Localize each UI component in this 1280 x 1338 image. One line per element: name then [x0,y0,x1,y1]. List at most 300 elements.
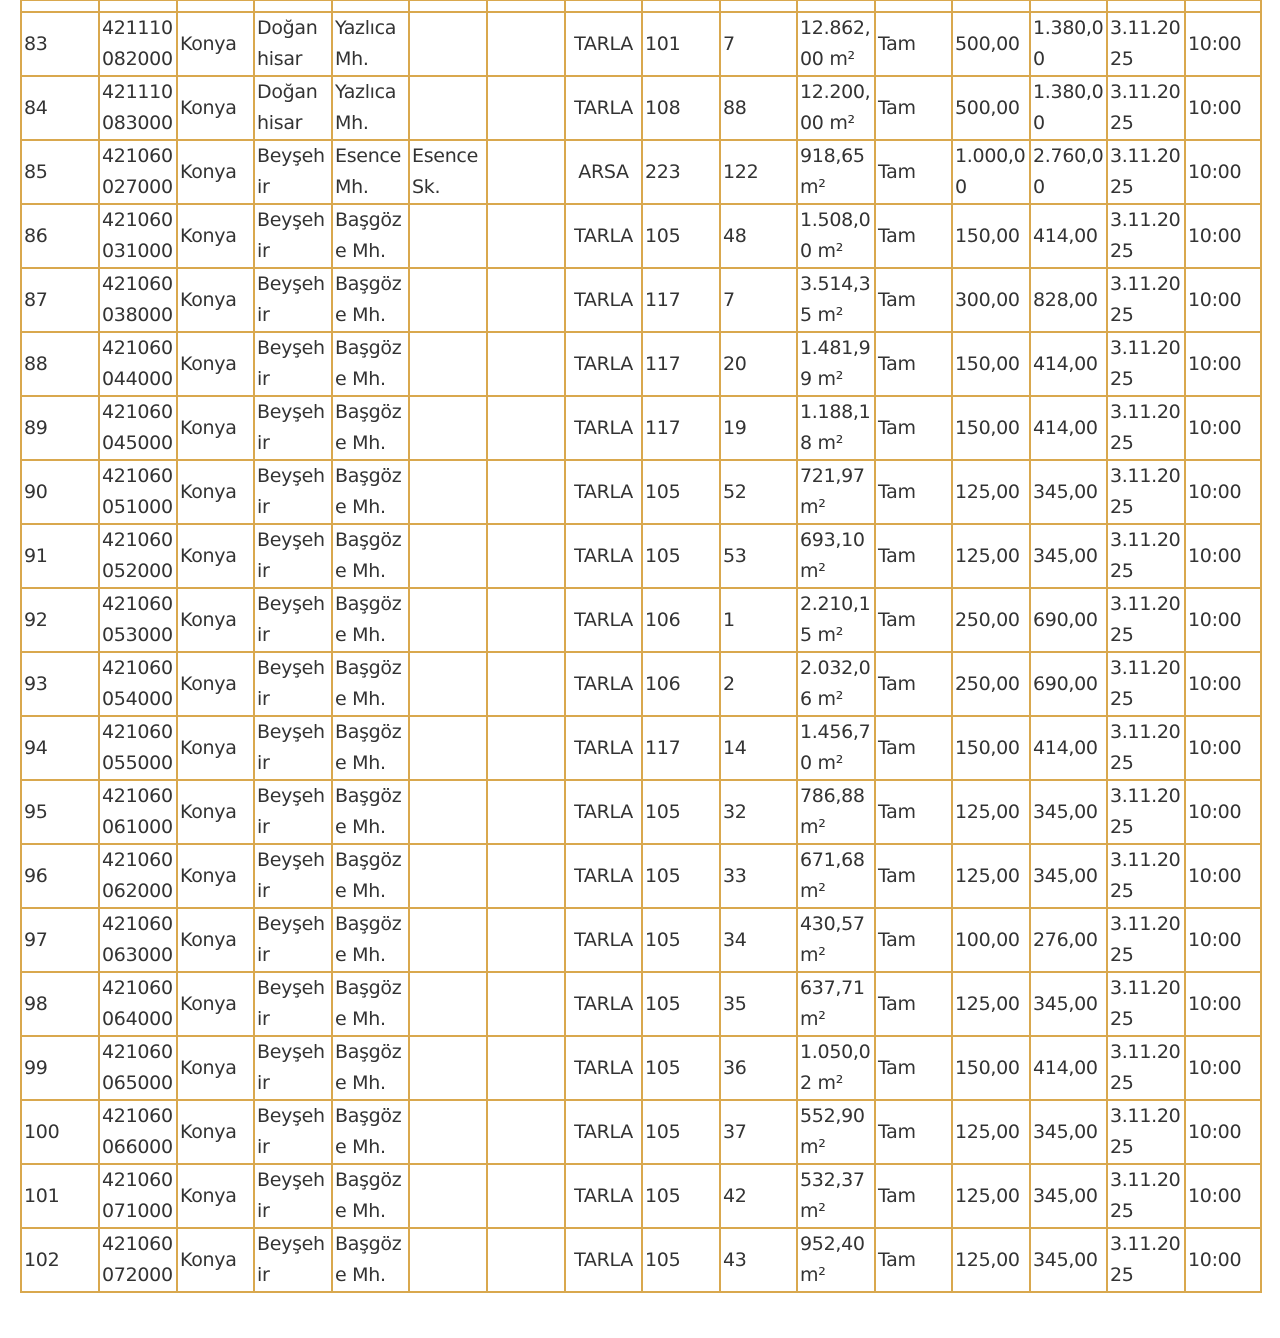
auction-time-cell: 10:00 [1185,1164,1261,1228]
neighborhood-cell: Başgöze Mh. [332,268,409,332]
row-number-cell: 86 [21,204,99,268]
neighborhood-cell: Başgöze Mh. [332,780,409,844]
auction-time-cell: 10:00 [1185,204,1261,268]
auction-date-cell: 3.11.2025 [1107,524,1185,588]
auction-date-cell: 3.11.2025 [1107,844,1185,908]
area-cell: 532,37 m² [797,1164,875,1228]
property-type-cell: TARLA [565,716,642,780]
deposit-cell: 125,00 [952,524,1030,588]
parcel-number-cell: 7 [720,268,797,332]
table-cell [720,0,797,12]
share-cell: Tam [875,76,952,140]
parcel-number-cell: 43 [720,1228,797,1292]
share-cell: Tam [875,1036,952,1100]
table-row [21,844,1261,908]
deposit-cell: 150,00 [952,204,1030,268]
deposit-cell: 500,00 [952,76,1030,140]
price-cell: 828,00 [1030,268,1107,332]
auction-time-cell: 10:00 [1185,524,1261,588]
street-cell [409,780,487,844]
district-cell: Beyşehir [254,460,332,524]
parcel-number-cell: 42 [720,1164,797,1228]
parcel-id-cell: 421060027000 [99,140,177,204]
table-cell [1185,0,1261,12]
auction-time-cell: 10:00 [1185,332,1261,396]
price-cell: 414,00 [1030,1036,1107,1100]
deposit-cell: 125,00 [952,1164,1030,1228]
table-cell [1107,0,1185,12]
auction-time-cell: 10:00 [1185,588,1261,652]
neighborhood-cell: Başgöze Mh. [332,908,409,972]
table-cell [952,0,1030,12]
parcel-number-cell: 37 [720,1100,797,1164]
block-number-cell: 105 [642,844,720,908]
auction-date-cell: 3.11.2025 [1107,140,1185,204]
auction-date-cell: 3.11.2025 [1107,332,1185,396]
parcel-id-cell: 421060031000 [99,204,177,268]
street-cell [409,716,487,780]
parcel-number-cell: 33 [720,844,797,908]
empty-cell [487,12,565,76]
block-number-cell: 105 [642,204,720,268]
auction-date-cell: 3.11.2025 [1107,780,1185,844]
province-cell: Konya [177,1164,254,1228]
neighborhood-cell: Başgöze Mh. [332,524,409,588]
auction-date-cell: 3.11.2025 [1107,1036,1185,1100]
auction-time-cell: 10:00 [1185,716,1261,780]
table-row-partial [21,0,1261,12]
neighborhood-cell: Başgöze Mh. [332,1228,409,1292]
neighborhood-cell: Başgöze Mh. [332,460,409,524]
neighborhood-cell: Başgöze Mh. [332,332,409,396]
district-cell: Beyşehir [254,908,332,972]
share-cell: Tam [875,140,952,204]
auction-time-cell: 10:00 [1185,780,1261,844]
row-number-cell: 90 [21,460,99,524]
table-row [21,972,1261,1036]
table-row [21,76,1261,140]
block-number-cell: 105 [642,780,720,844]
parcel-id-cell: 421060045000 [99,396,177,460]
street-cell [409,652,487,716]
district-cell: Doğanhisar [254,12,332,76]
share-cell: Tam [875,396,952,460]
neighborhood-cell: Başgöze Mh. [332,396,409,460]
street-cell [409,76,487,140]
property-type-cell: TARLA [565,908,642,972]
auction-date-cell: 3.11.2025 [1107,972,1185,1036]
province-cell: Konya [177,76,254,140]
empty-cell [487,524,565,588]
parcel-number-cell: 32 [720,780,797,844]
property-type-cell: TARLA [565,1036,642,1100]
district-cell: Beyşehir [254,268,332,332]
row-number-cell: 101 [21,1164,99,1228]
street-cell [409,332,487,396]
table-row [21,1228,1261,1292]
district-cell: Beyşehir [254,716,332,780]
district-cell: Beyşehir [254,780,332,844]
parcel-id-cell: 421060051000 [99,460,177,524]
area-cell: 1.481,99 m² [797,332,875,396]
neighborhood-cell: Başgöze Mh. [332,1164,409,1228]
block-number-cell: 105 [642,1100,720,1164]
area-cell: 721,97 m² [797,460,875,524]
share-cell: Tam [875,332,952,396]
price-cell: 345,00 [1030,460,1107,524]
share-cell: Tam [875,1164,952,1228]
auction-time-cell: 10:00 [1185,1228,1261,1292]
parcel-id-cell: 421060055000 [99,716,177,780]
auction-time-cell: 10:00 [1185,844,1261,908]
price-cell: 345,00 [1030,780,1107,844]
table-row [21,524,1261,588]
street-cell [409,524,487,588]
deposit-cell: 1.000,00 [952,140,1030,204]
empty-cell [487,652,565,716]
block-number-cell: 105 [642,972,720,1036]
parcel-id-cell: 421060053000 [99,588,177,652]
district-cell: Beyşehir [254,1228,332,1292]
province-cell: Konya [177,716,254,780]
deposit-cell: 250,00 [952,588,1030,652]
area-cell: 952,40 m² [797,1228,875,1292]
table-row [21,396,1261,460]
table-cell [254,0,332,12]
share-cell: Tam [875,972,952,1036]
auction-time-cell: 10:00 [1185,76,1261,140]
parcel-number-cell: 20 [720,332,797,396]
property-type-cell: ARSA [565,140,642,204]
table-cell [875,0,952,12]
share-cell: Tam [875,12,952,76]
auction-time-cell: 10:00 [1185,268,1261,332]
auction-date-cell: 3.11.2025 [1107,716,1185,780]
price-cell: 414,00 [1030,716,1107,780]
neighborhood-cell: Başgöze Mh. [332,1036,409,1100]
table-cell [332,0,409,12]
parcel-number-cell: 122 [720,140,797,204]
price-cell: 414,00 [1030,204,1107,268]
province-cell: Konya [177,396,254,460]
property-type-cell: TARLA [565,972,642,1036]
province-cell: Konya [177,652,254,716]
price-cell: 690,00 [1030,652,1107,716]
share-cell: Tam [875,268,952,332]
share-cell: Tam [875,844,952,908]
street-cell [409,908,487,972]
row-number-cell: 89 [21,396,99,460]
parcel-id-cell: 421060061000 [99,780,177,844]
area-cell: 2.032,06 m² [797,652,875,716]
area-cell: 430,57 m² [797,908,875,972]
row-number-cell: 97 [21,908,99,972]
empty-cell [487,908,565,972]
auction-date-cell: 3.11.2025 [1107,588,1185,652]
row-number-cell: 91 [21,524,99,588]
empty-cell [487,1036,565,1100]
property-type-cell: TARLA [565,332,642,396]
parcel-number-cell: 19 [720,396,797,460]
province-cell: Konya [177,524,254,588]
area-cell: 552,90 m² [797,1100,875,1164]
table-row [21,588,1261,652]
parcel-id-cell: 421060038000 [99,268,177,332]
deposit-cell: 150,00 [952,1036,1030,1100]
property-type-cell: TARLA [565,460,642,524]
property-type-cell: TARLA [565,268,642,332]
parcel-number-cell: 34 [720,908,797,972]
parcel-id-cell: 421060071000 [99,1164,177,1228]
parcel-number-cell: 35 [720,972,797,1036]
deposit-cell: 500,00 [952,12,1030,76]
block-number-cell: 105 [642,1036,720,1100]
district-cell: Beyşehir [254,844,332,908]
province-cell: Konya [177,1036,254,1100]
deposit-cell: 125,00 [952,972,1030,1036]
property-type-cell: TARLA [565,204,642,268]
street-cell [409,588,487,652]
empty-cell [487,780,565,844]
table-cell [487,0,565,12]
province-cell: Konya [177,908,254,972]
block-number-cell: 105 [642,1228,720,1292]
table-cell [409,0,487,12]
table-row [21,780,1261,844]
row-number-cell: 99 [21,1036,99,1100]
deposit-cell: 125,00 [952,780,1030,844]
area-cell: 1.456,70 m² [797,716,875,780]
empty-cell [487,588,565,652]
auction-date-cell: 3.11.2025 [1107,1100,1185,1164]
table-cell [99,0,177,12]
area-cell: 637,71 m² [797,972,875,1036]
block-number-cell: 117 [642,332,720,396]
province-cell: Konya [177,140,254,204]
auction-date-cell: 3.11.2025 [1107,460,1185,524]
deposit-cell: 125,00 [952,460,1030,524]
table-row [21,140,1261,204]
neighborhood-cell: Başgöze Mh. [332,588,409,652]
row-number-cell: 88 [21,332,99,396]
parcel-number-cell: 1 [720,588,797,652]
share-cell: Tam [875,716,952,780]
row-number-cell: 94 [21,716,99,780]
block-number-cell: 117 [642,396,720,460]
price-cell: 345,00 [1030,1228,1107,1292]
price-cell: 414,00 [1030,332,1107,396]
share-cell: Tam [875,652,952,716]
block-number-cell: 105 [642,460,720,524]
auction-date-cell: 3.11.2025 [1107,268,1185,332]
auction-date-cell: 3.11.2025 [1107,652,1185,716]
province-cell: Konya [177,460,254,524]
property-type-cell: TARLA [565,844,642,908]
neighborhood-cell: Yazlıca Mh. [332,76,409,140]
neighborhood-cell: Esence Mh. [332,140,409,204]
street-cell [409,972,487,1036]
empty-cell [487,1164,565,1228]
auction-parcels-table [20,0,1262,1293]
auction-time-cell: 10:00 [1185,908,1261,972]
price-cell: 1.380,00 [1030,12,1107,76]
empty-cell [487,716,565,780]
row-number-cell: 95 [21,780,99,844]
table-cell [642,0,720,12]
price-cell: 414,00 [1030,396,1107,460]
table-row [21,268,1261,332]
block-number-cell: 117 [642,716,720,780]
district-cell: Doğanhisar [254,76,332,140]
row-number-cell: 100 [21,1100,99,1164]
row-number-cell: 92 [21,588,99,652]
deposit-cell: 150,00 [952,332,1030,396]
street-cell [409,396,487,460]
area-cell: 1.508,00 m² [797,204,875,268]
area-cell: 12.862,00 m² [797,12,875,76]
block-number-cell: 106 [642,652,720,716]
street-cell [409,844,487,908]
price-cell: 345,00 [1030,1100,1107,1164]
table-cell [1030,0,1107,12]
neighborhood-cell: Yazlıca Mh. [332,12,409,76]
parcel-number-cell: 48 [720,204,797,268]
block-number-cell: 117 [642,268,720,332]
parcel-id-cell: 421110083000 [99,76,177,140]
parcel-listing [20,0,1260,1293]
district-cell: Beyşehir [254,524,332,588]
auction-date-cell: 3.11.2025 [1107,908,1185,972]
table-row [21,460,1261,524]
empty-cell [487,76,565,140]
table-row [21,652,1261,716]
province-cell: Konya [177,1100,254,1164]
table-cell [177,0,254,12]
street-cell: Esence Sk. [409,140,487,204]
auction-time-cell: 10:00 [1185,1100,1261,1164]
price-cell: 345,00 [1030,972,1107,1036]
province-cell: Konya [177,12,254,76]
price-cell: 345,00 [1030,844,1107,908]
parcel-id-cell: 421060044000 [99,332,177,396]
neighborhood-cell: Başgöze Mh. [332,716,409,780]
share-cell: Tam [875,780,952,844]
parcel-number-cell: 88 [720,76,797,140]
auction-time-cell: 10:00 [1185,12,1261,76]
row-number-cell: 102 [21,1228,99,1292]
table-row [21,1164,1261,1228]
district-cell: Beyşehir [254,332,332,396]
deposit-cell: 125,00 [952,844,1030,908]
parcel-id-cell: 421060064000 [99,972,177,1036]
row-number-cell: 85 [21,140,99,204]
province-cell: Konya [177,1228,254,1292]
area-cell: 1.050,02 m² [797,1036,875,1100]
area-cell: 12.200,00 m² [797,76,875,140]
table-row [21,1036,1261,1100]
street-cell [409,12,487,76]
parcel-id-cell: 421060062000 [99,844,177,908]
street-cell [409,268,487,332]
share-cell: Tam [875,524,952,588]
province-cell: Konya [177,588,254,652]
deposit-cell: 100,00 [952,908,1030,972]
block-number-cell: 101 [642,12,720,76]
neighborhood-cell: Başgöze Mh. [332,972,409,1036]
price-cell: 2.760,00 [1030,140,1107,204]
row-number-cell: 87 [21,268,99,332]
auction-time-cell: 10:00 [1185,460,1261,524]
auction-date-cell: 3.11.2025 [1107,204,1185,268]
parcel-id-cell: 421060065000 [99,1036,177,1100]
price-cell: 345,00 [1030,1164,1107,1228]
district-cell: Beyşehir [254,1164,332,1228]
property-type-cell: TARLA [565,396,642,460]
deposit-cell: 250,00 [952,652,1030,716]
parcel-id-cell: 421060063000 [99,908,177,972]
deposit-cell: 125,00 [952,1100,1030,1164]
property-type-cell: TARLA [565,588,642,652]
deposit-cell: 150,00 [952,396,1030,460]
parcel-id-cell: 421060072000 [99,1228,177,1292]
table-body [21,0,1261,1292]
price-cell: 276,00 [1030,908,1107,972]
empty-cell [487,1100,565,1164]
empty-cell [487,140,565,204]
auction-date-cell: 3.11.2025 [1107,1228,1185,1292]
block-number-cell: 105 [642,908,720,972]
district-cell: Beyşehir [254,204,332,268]
block-number-cell: 108 [642,76,720,140]
parcel-id-cell: 421060066000 [99,1100,177,1164]
empty-cell [487,460,565,524]
area-cell: 918,65 m² [797,140,875,204]
district-cell: Beyşehir [254,140,332,204]
province-cell: Konya [177,268,254,332]
auction-date-cell: 3.11.2025 [1107,12,1185,76]
price-cell: 1.380,00 [1030,76,1107,140]
area-cell: 3.514,35 m² [797,268,875,332]
deposit-cell: 125,00 [952,1228,1030,1292]
deposit-cell: 150,00 [952,716,1030,780]
street-cell [409,1100,487,1164]
table-row [21,12,1261,76]
empty-cell [487,204,565,268]
block-number-cell: 106 [642,588,720,652]
parcel-number-cell: 53 [720,524,797,588]
price-cell: 345,00 [1030,524,1107,588]
district-cell: Beyşehir [254,972,332,1036]
neighborhood-cell: Başgöze Mh. [332,204,409,268]
district-cell: Beyşehir [254,396,332,460]
parcel-id-cell: 421060054000 [99,652,177,716]
property-type-cell: TARLA [565,524,642,588]
block-number-cell: 105 [642,1164,720,1228]
property-type-cell: TARLA [565,1228,642,1292]
property-type-cell: TARLA [565,1100,642,1164]
auction-time-cell: 10:00 [1185,396,1261,460]
price-cell: 690,00 [1030,588,1107,652]
street-cell [409,204,487,268]
property-type-cell: TARLA [565,12,642,76]
auction-date-cell: 3.11.2025 [1107,1164,1185,1228]
district-cell: Beyşehir [254,1036,332,1100]
property-type-cell: TARLA [565,780,642,844]
district-cell: Beyşehir [254,652,332,716]
street-cell [409,1228,487,1292]
district-cell: Beyşehir [254,1100,332,1164]
table-row [21,908,1261,972]
